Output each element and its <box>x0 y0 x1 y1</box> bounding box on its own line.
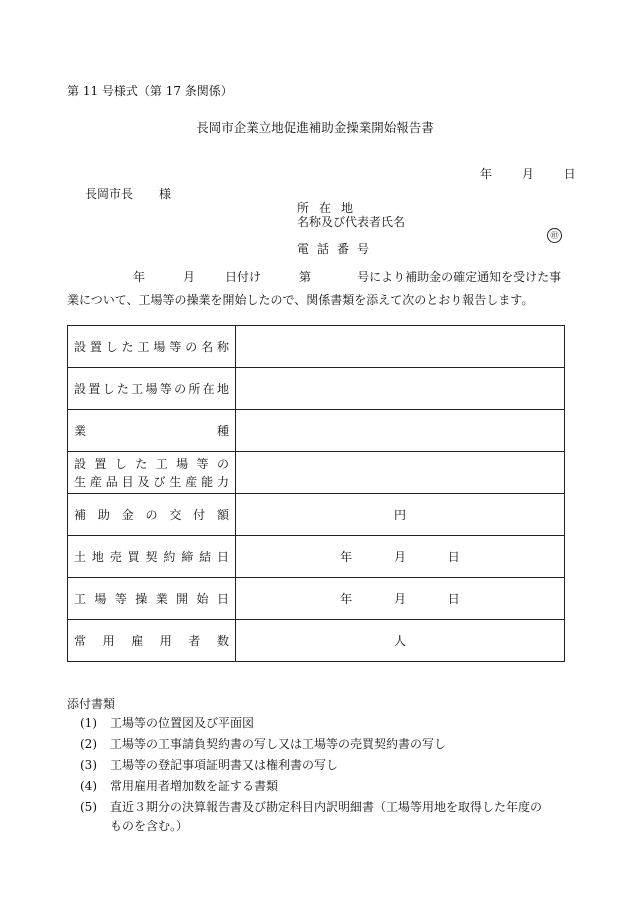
table-row <box>68 620 565 662</box>
row-label-facility-name: 設置した工場等の名称 <box>68 326 236 368</box>
body-date-suffix: 日付け <box>225 270 262 284</box>
address-label: 所在地 <box>297 201 364 215</box>
table-row <box>68 578 565 620</box>
table-row <box>68 368 565 410</box>
attachments-title: 添付書類 <box>67 697 116 711</box>
seal-mark: ㊞ <box>547 228 562 243</box>
body-number-prefix: 第 <box>299 270 312 284</box>
row-label-line-2: 生産品目及び生産能力 <box>74 474 229 489</box>
table-row <box>68 326 565 368</box>
row-label-line-1: 設置した工場等の <box>74 456 229 471</box>
list-item <box>80 777 278 795</box>
row-value-industry[interactable] <box>236 410 565 452</box>
row-value-facility-address[interactable] <box>236 368 565 410</box>
attachment-text: 工場等の工事請負契約書の写し又は工場等の売買契約書の写し <box>110 737 447 751</box>
attachment-text: 工場等の位置図及び平面図 <box>110 716 255 730</box>
attachment-number: (1) <box>80 716 97 730</box>
attachment-number: (5) <box>80 800 97 814</box>
row-value-employee-count[interactable]: 人 <box>236 620 565 662</box>
table-row <box>68 494 565 536</box>
list-item <box>80 714 254 732</box>
row-label-land-contract-date: 土地売買契約締結日 <box>68 536 236 578</box>
row-label-subsidy-amount: 補助金の交付額 <box>68 494 236 536</box>
attachment-number: (2) <box>80 737 97 751</box>
attachment-number: (4) <box>80 779 97 793</box>
row-value-subsidy-amount[interactable]: 円 <box>236 494 565 536</box>
form-number: 第 11 号様式（第 17 条関係） <box>67 84 233 98</box>
document-title: 長岡市企業立地促進補助金操業開始報告書 <box>196 120 434 135</box>
list-item <box>80 735 446 753</box>
row-label-industry: 業種 <box>68 410 236 452</box>
addressee <box>85 186 171 202</box>
phone-label: 電話番号 <box>297 242 378 256</box>
table-row <box>68 536 565 578</box>
name-representative-label: 名称及び代表者氏名 <box>297 215 406 229</box>
row-label-facility-address: 設置した工場等の所在地 <box>68 368 236 410</box>
row-label-employee-count: 常用雇用者数 <box>68 620 236 662</box>
attachment-text: 直近３期分の決算報告書及び勘定科目内訳明細書（工場等用地を取得した年度の <box>110 800 543 814</box>
addressee-honorific: 様 <box>159 187 172 201</box>
row-label-products-capacity <box>68 452 236 494</box>
attachment-text: 常用雇用者増加数を証する書類 <box>110 779 279 793</box>
body-month: 月 <box>183 270 196 284</box>
addressee-name: 長岡市長 <box>85 187 134 201</box>
body-main-text: 号により補助金の確定通知を受けた事業について、工場等の操業を開始したので、関係書類を添えて次のとおり報告します。 <box>67 270 562 307</box>
report-body-text <box>67 266 567 312</box>
attachment-text: 工場等の登記事項証明書又は権利書の写し <box>110 758 339 772</box>
table-row <box>68 410 565 452</box>
report-date-line: 年 月 日 <box>480 167 576 181</box>
report-table <box>67 325 565 662</box>
row-value-land-contract-date[interactable]: 年 月 日 <box>236 536 565 578</box>
row-label-operation-start-date: 工場等操業開始日 <box>68 578 236 620</box>
list-item <box>80 798 542 816</box>
list-item <box>80 756 338 774</box>
row-value-products-capacity[interactable] <box>236 452 565 494</box>
row-value-facility-name[interactable] <box>236 326 565 368</box>
row-value-operation-start-date[interactable]: 年 月 日 <box>236 578 565 620</box>
table-row <box>68 452 565 494</box>
attachment-number: (3) <box>80 758 97 772</box>
attachment-text-continuation: ものを含む。） <box>110 819 189 833</box>
body-year: 年 <box>133 270 146 284</box>
